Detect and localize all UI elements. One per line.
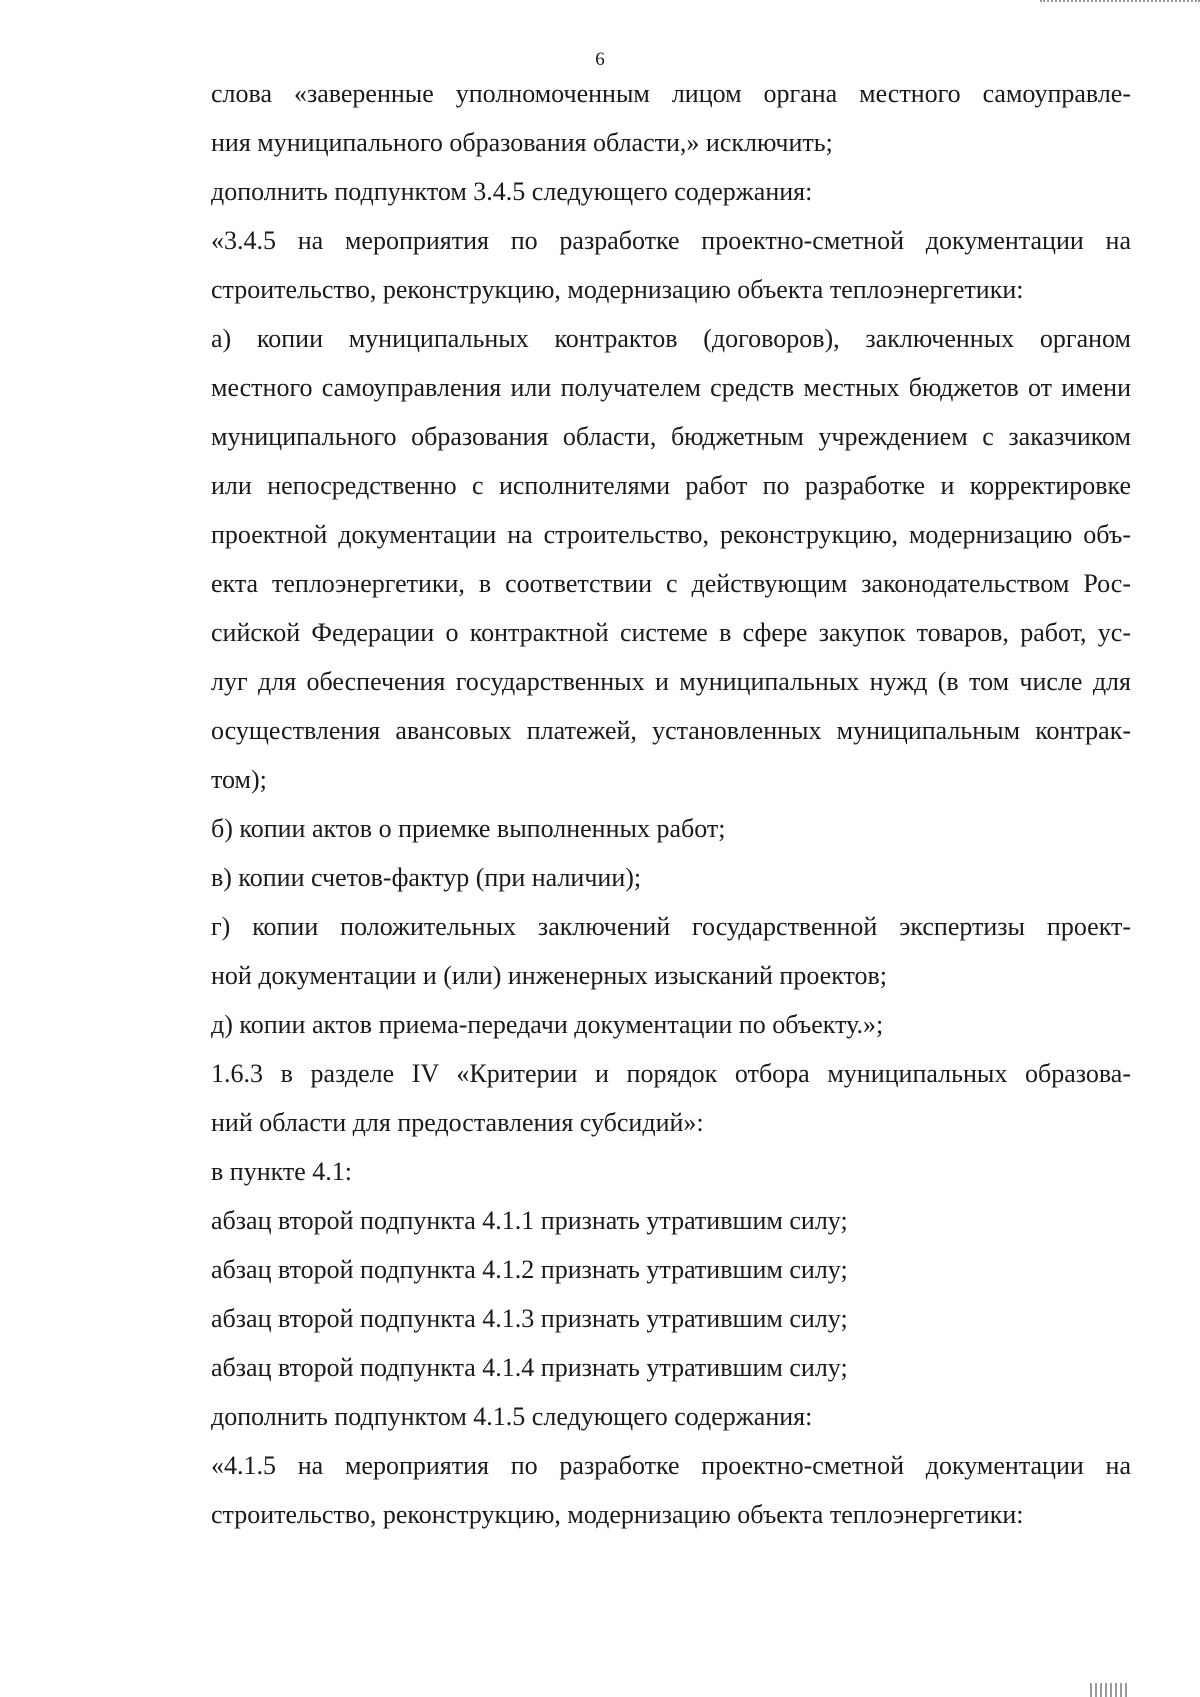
paragraph	[141, 1245, 1131, 1294]
paragraph	[141, 902, 1131, 1000]
text-line: ния муниципального образования области,» исключить;	[211, 128, 833, 157]
paragraph	[141, 1294, 1131, 1343]
paragraph	[141, 853, 1131, 902]
paragraph	[141, 1392, 1131, 1441]
paragraph	[141, 1441, 1131, 1539]
text-line: слова «заверенные уполномоченным лицом органа местного самоуправле-	[211, 79, 1131, 108]
text-line: г) копии положительных заключений государственной экспертизы проект-	[211, 912, 1131, 941]
text-line: абзац второй подпункта 4.1.4 признать утратившим силу;	[211, 1353, 848, 1382]
text-line: абзац второй подпункта 4.1.3 признать утратившим силу;	[211, 1304, 848, 1333]
text-line: том);	[211, 765, 267, 794]
document-body	[141, 69, 1131, 1539]
text-line: осуществления авансовых платежей, установленных муниципальным контрак-	[211, 716, 1131, 745]
text-line: «4.1.5 на мероприятия по разработке проектно-сметной документации на	[211, 1451, 1131, 1480]
text-line: в) копии счетов-фактур (при наличии);	[211, 863, 642, 892]
text-line: строительство, реконструкцию, модернизацию объекта теплоэнергетики:	[211, 1500, 1024, 1529]
paragraph	[141, 314, 1131, 804]
text-line: дополнить подпунктом 4.1.5 следующего содержания:	[211, 1402, 813, 1431]
text-line: б) копии актов о приемке выполненных работ;	[211, 814, 726, 843]
text-line: ной документации и (или) инженерных изысканий проектов;	[211, 961, 887, 990]
scan-edge-mark	[1090, 1683, 1130, 1697]
paragraph	[141, 1196, 1131, 1245]
text-line: д) копии актов приема-передачи документации по объекту.»;	[211, 1010, 884, 1039]
text-line: абзац второй подпункта 4.1.2 признать утратившим силу;	[211, 1255, 848, 1284]
text-line: «3.4.5 на мероприятия по разработке проектно-сметной документации на	[211, 226, 1131, 255]
text-line: 1.6.3 в разделе IV «Критерии и порядок отбора муниципальных образова-	[211, 1059, 1131, 1088]
page-number: 6	[595, 49, 605, 70]
paragraph	[141, 804, 1131, 853]
text-line: абзац второй подпункта 4.1.1 признать утратившим силу;	[211, 1206, 848, 1235]
text-line: проектной документации на строительство, реконструкцию, модернизацию объ-	[211, 520, 1131, 549]
paragraph	[141, 1000, 1131, 1049]
scan-edge-mark	[1040, 0, 1200, 5]
text-line: а) копии муниципальных контрактов (договоров), заключенных органом	[211, 324, 1131, 353]
text-line: строительство, реконструкцию, модернизацию объекта теплоэнергетики:	[211, 275, 1024, 304]
text-line: луг для обеспечения государственных и муниципальных нужд (в том числе для	[211, 667, 1131, 696]
text-line: дополнить подпунктом 3.4.5 следующего содержания:	[211, 177, 813, 206]
paragraph	[141, 1049, 1131, 1147]
paragraph	[141, 1147, 1131, 1196]
paragraph	[141, 69, 1131, 167]
text-line: или непосредственно с исполнителями работ по разработке и корректировке	[211, 471, 1131, 500]
paragraph	[141, 167, 1131, 216]
paragraph	[141, 216, 1131, 314]
text-line: местного самоуправления или получателем средств местных бюджетов от имени	[211, 373, 1131, 402]
text-line: муниципального образования области, бюджетным учреждением с заказчиком	[211, 422, 1131, 451]
text-line: в пункте 4.1:	[211, 1157, 353, 1186]
text-line: ний области для предоставления субсидий»:	[211, 1108, 704, 1137]
text-line: екта теплоэнергетики, в соответствии с действующим законодательством Рос-	[211, 569, 1131, 598]
text-line: сийской Федерации о контрактной системе в сфере закупок товаров, работ, ус-	[211, 618, 1131, 647]
paragraph	[141, 1343, 1131, 1392]
